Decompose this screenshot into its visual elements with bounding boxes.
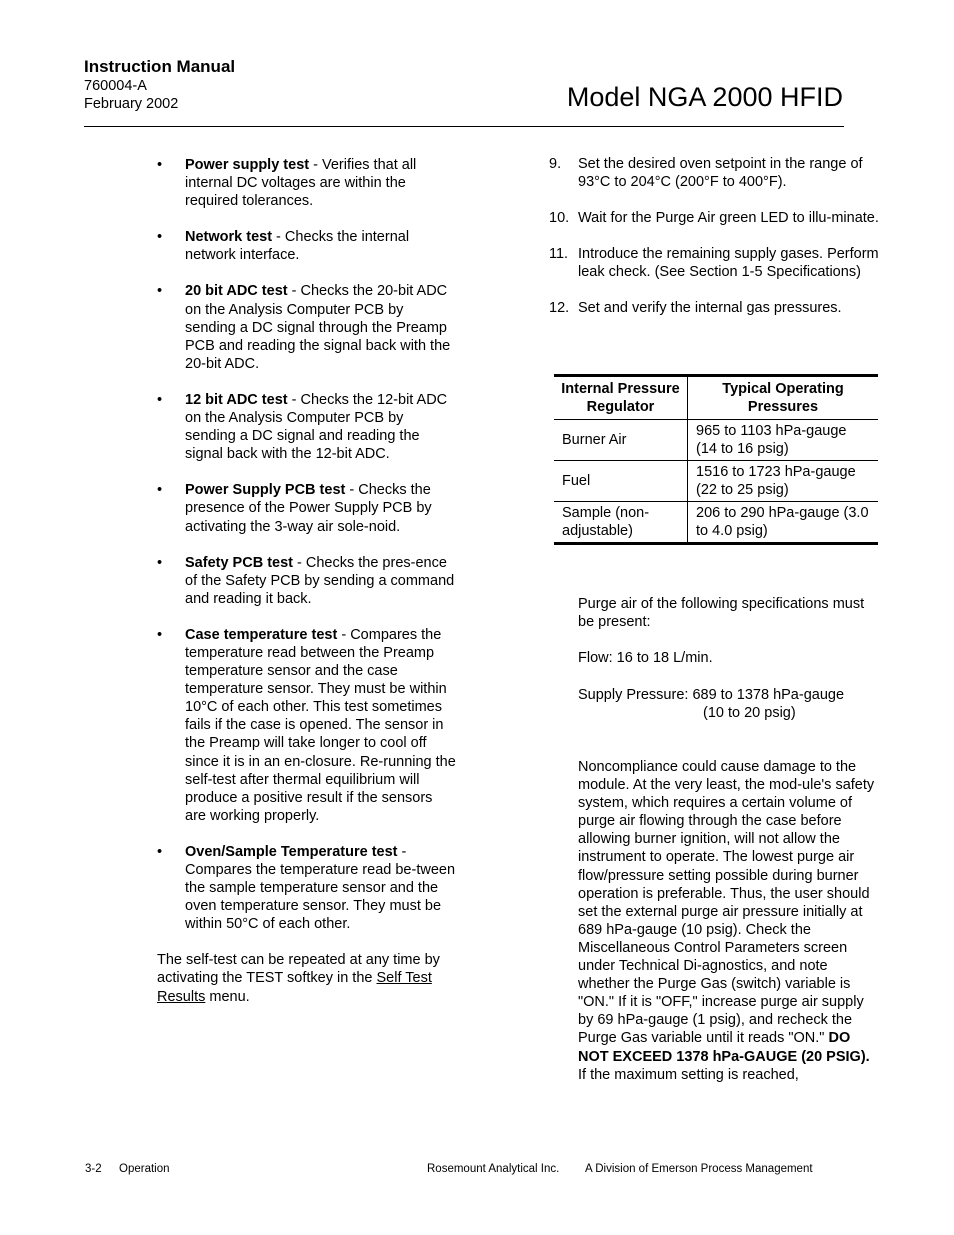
bullet-term: 20 bit ADC test xyxy=(185,283,288,300)
step-item xyxy=(549,209,879,227)
self-test-results-link[interactable]: Self Test Results xyxy=(157,970,432,1005)
step-text: Set and verify the internal gas pressures. xyxy=(578,300,842,317)
table-row xyxy=(554,502,878,544)
footer-division: A Division of Emerson Process Management xyxy=(585,1163,813,1175)
bullet-text: - Checks the pres-ence of the Safety PCB by sending a command and reading it back. xyxy=(185,554,455,607)
bullet-item xyxy=(157,554,457,608)
note-text: The self-test can be repeated at any time by activating the TEST softkey in the xyxy=(157,952,440,987)
bullet-item xyxy=(157,228,457,264)
bullet-text: - Checks the presence of the Power Supply PCB by activating the 3-way air sole-noid. xyxy=(185,482,432,535)
table-cell: Sample (non-adjustable) xyxy=(554,502,688,544)
step-number: 12. xyxy=(549,300,570,317)
bullet-text: - Checks the 20-bit ADC on the Analysis Computer PCB by sending a DC signal through the Preamp PCB and reading the signal back with the 20-bit ADC. xyxy=(185,283,451,372)
note-text-end: menu. xyxy=(205,988,250,1005)
bullet-text: - Checks the internal network interface. xyxy=(185,229,410,264)
step-number: 10. xyxy=(549,210,570,227)
noncompliance-paragraph xyxy=(578,758,878,1084)
bullet-text: - Compares the temperature read between the Preamp temperature sensor and the case temperature sensor. They must be within 10°C of each other. This test sometimes fails if the case is opened. The sensor in the Preamp will take longer to cool off since it is in an en-closure. Re-running the self-test after thermal equilibrium will produce a positive result if the sensors are working properly. xyxy=(185,626,456,824)
pressure-warning: DO NOT EXCEED 1378 hPa-GAUGE (20 PSIG). xyxy=(578,1030,870,1065)
table-row xyxy=(554,461,878,502)
header-rule xyxy=(84,126,844,127)
bullet-icon: • xyxy=(157,283,163,300)
bullet-term: Oven/Sample Temperature test xyxy=(185,843,398,860)
bullet-item xyxy=(157,156,457,210)
bullet-icon: • xyxy=(157,554,163,571)
bullet-icon: • xyxy=(157,157,163,173)
noncompliance-text: Noncompliance could cause damage to the module. At the very least, the mod-ule's safety system, which requires a certain volume of purge air flowing through the case before allowing burner ignition, will not allow the instrument to operate. The lowest purge air flow/pressure setting possible during burner operation is preferable. Thus, the user should set the external purge air pressure initially at 689 hPa-gauge (10 psig). Check the Miscellaneous Control Parameters screen under Technical Di-agnostics, and note whether the Purge Gas (switch) variable is "ON." If it is "OFF," increase purge air supply by 69 hPa-gauge (1 psig), and recheck the Purge Gas variable until it reads "ON." xyxy=(578,759,875,1047)
bullet-icon: • xyxy=(157,843,163,860)
bullet-text: - Checks the 12-bit ADC on the Analysis Computer PCB by sending a DC signal and reading the signal back with the 12-bit ADC. xyxy=(185,391,448,463)
left-column xyxy=(157,156,457,1006)
doc-date: February 2002 xyxy=(84,96,179,112)
table-header-cell: Typical Operating Pressures xyxy=(688,376,879,420)
supply-pressure-psig: (10 to 20 psig) xyxy=(703,705,796,721)
step-item xyxy=(549,245,879,281)
purge-intro: Purge air of the following specifications must be present: xyxy=(578,596,865,631)
self-test-note xyxy=(157,951,457,1005)
table-cell: Fuel xyxy=(554,461,688,502)
flow-spec: Flow: 16 to 18 L/min. xyxy=(578,650,713,666)
bullet-icon: • xyxy=(157,482,163,499)
bullet-item xyxy=(157,481,457,535)
bullet-icon: • xyxy=(157,391,163,408)
footer-page-number: 3-2 xyxy=(85,1163,102,1175)
bullet-item xyxy=(157,282,457,372)
warning-continuation: If the maximum setting is reached, xyxy=(578,1066,799,1083)
bullet-text: - Verifies that all internal DC voltages are within the required tolerances. xyxy=(185,157,417,210)
bullet-term: Network test xyxy=(185,229,273,246)
step-text: Set the desired oven setpoint in the range of 93°C to 204°C (200°F to 400°F). xyxy=(578,156,863,191)
bullet-term: Safety PCB test xyxy=(185,554,293,571)
table-row xyxy=(554,420,878,461)
supply-pressure-spec: Supply Pressure: 689 to 1378 hPa-gauge xyxy=(578,687,845,703)
manual-title: Instruction Manual xyxy=(84,57,236,76)
bullet-term: Case temperature test xyxy=(185,626,338,643)
table-cell: 206 to 290 hPa-gauge (3.0 to 4.0 psig) xyxy=(688,502,879,544)
step-number: 9. xyxy=(549,156,562,172)
bullet-text: - Compares the temperature read be-tween the sample temperature sensor and the oven temperature sensor. They must be within 50°C of each other. xyxy=(185,843,456,933)
footer-company: Rosemount Analytical Inc. xyxy=(427,1163,560,1175)
step-item xyxy=(549,299,879,317)
footer-section: Operation xyxy=(119,1163,170,1175)
table-cell: Burner Air xyxy=(554,420,688,461)
table-header-cell: Internal Pressure Regulator xyxy=(554,376,688,420)
table-cell: 1516 to 1723 hPa-gauge (22 to 25 psig) xyxy=(688,461,879,502)
step-number: 11. xyxy=(549,246,569,263)
table-cell: 965 to 1103 hPa-gauge (14 to 16 psig) xyxy=(696,423,847,457)
bullet-icon: • xyxy=(157,626,163,643)
table-header-row xyxy=(554,376,878,420)
step-text: Introduce the remaining supply gases. Perform leak check. (See Section 1-5 Specifications) xyxy=(578,246,879,281)
doc-number: 760004-A xyxy=(84,78,147,94)
bullet-icon: • xyxy=(157,229,163,246)
bullet-term: Power supply test xyxy=(185,157,310,173)
step-text: Wait for the Purge Air green LED to illu-minate. xyxy=(578,210,879,227)
model-title: Model NGA 2000 HFID xyxy=(566,82,843,112)
bullet-item xyxy=(157,843,457,933)
bullet-item xyxy=(157,626,457,825)
bullet-term: Power Supply PCB test xyxy=(185,482,346,499)
bullet-term: 12 bit ADC test xyxy=(185,391,288,408)
step-item xyxy=(549,155,879,191)
bullet-item xyxy=(157,391,457,463)
pressure-table xyxy=(554,374,878,545)
right-column xyxy=(549,155,879,336)
